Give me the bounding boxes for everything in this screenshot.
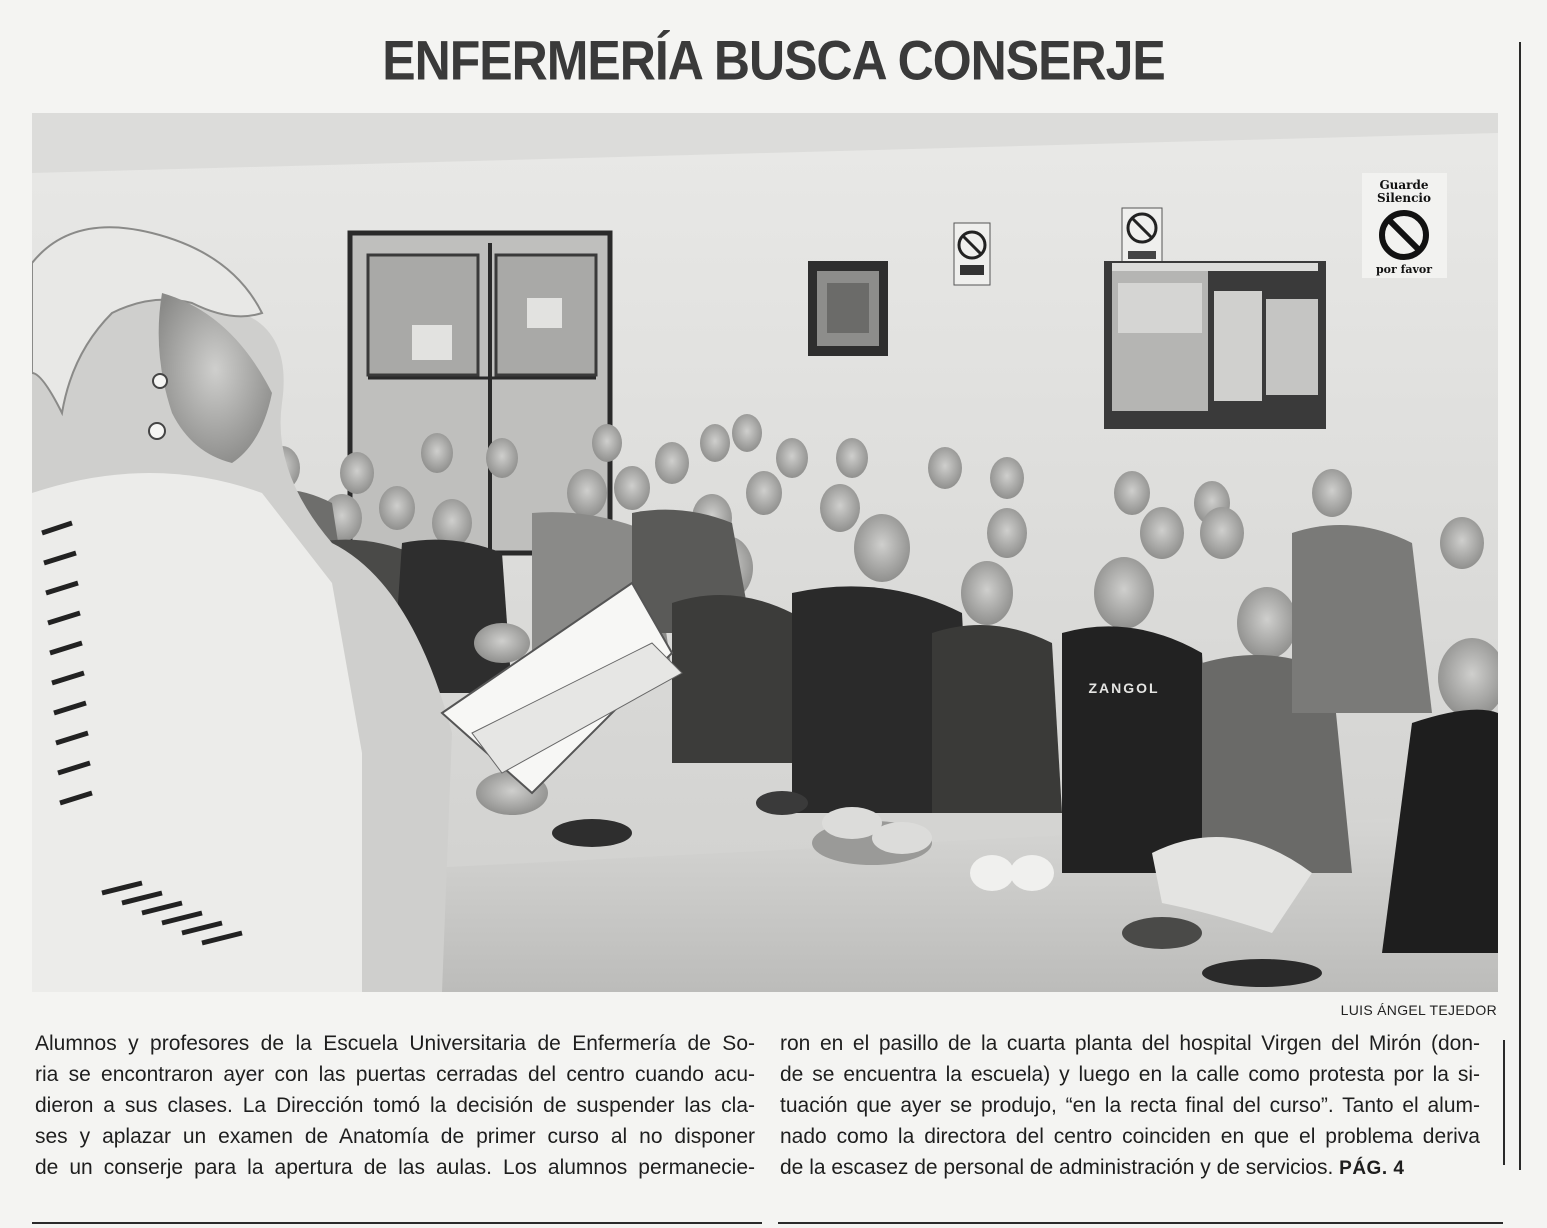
bottom-rule (778, 1222, 1503, 1224)
column-rule (1519, 42, 1521, 1170)
news-photo (32, 113, 1498, 992)
page-reference: PÁG. 4 (1339, 1158, 1405, 1179)
caption-line: de se encuentra la escuela) y luego en la calle como protesta por la si- (780, 1063, 1480, 1086)
caption-last-line (780, 1152, 1480, 1184)
bulletin-board (1104, 261, 1326, 429)
caption-line: nado como la directora del centro coinciden en que el problema deriva (780, 1125, 1480, 1148)
no-smoking-sign (954, 223, 990, 285)
framed-picture (808, 261, 888, 356)
caption-line: de un conserje para la apertura de las aulas. Los alumnos permanecie- (35, 1156, 755, 1179)
caption-column-2 (780, 1028, 1480, 1184)
caption-column-1 (35, 1028, 755, 1183)
silence-sign-bottom-text: por favor (1375, 263, 1433, 276)
silence-sign-mid-text: Silencio (1376, 191, 1432, 205)
caption-line: Alumnos y profesores de la Escuela Universitaria de Enfermería de So- (35, 1032, 755, 1055)
caption-line: ria se encontraron ayer con las puertas cerradas del centro cuando acu- (35, 1063, 755, 1086)
silence-sign-top-text: Guarde (1379, 178, 1429, 192)
caption-line: tuación que ayer se produjo, “en la recta final del curso”. Tanto el alum- (780, 1094, 1480, 1117)
shirt-text: ZANGOL (1088, 680, 1160, 696)
caption-line-text: de la escasez de personal de administración y de servicios. (780, 1156, 1334, 1179)
caption-line: ron en el pasillo de la cuarta planta del hospital Virgen del Mirón (don- (780, 1032, 1480, 1055)
caption-line: ses y aplazar un examen de Anatomía de primer curso al no disponer (35, 1125, 755, 1148)
caption-line: dieron a sus clases. La Dirección tomó la decisión de suspender las cla- (35, 1094, 755, 1117)
bottom-rule (32, 1222, 762, 1224)
headline: ENFERMERÍA BUSCA CONSERJE (382, 29, 1165, 92)
column-rule-caption (1503, 1040, 1505, 1165)
photo-credit: LUIS ÁNGEL TEJEDOR (1340, 1002, 1497, 1018)
no-smoking-sign (1122, 208, 1162, 270)
silence-sign (1362, 173, 1447, 278)
